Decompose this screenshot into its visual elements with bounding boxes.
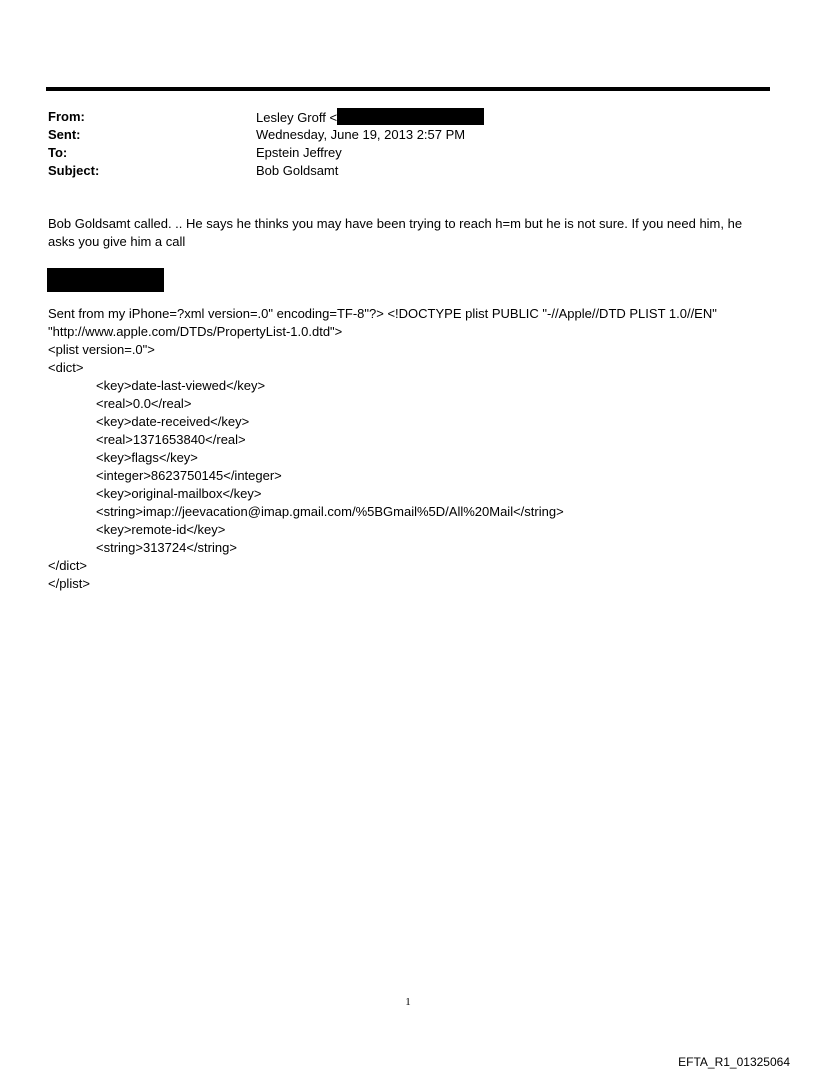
redaction-box [47,268,164,292]
plist-line: <integer>8623750145</integer> [96,468,282,483]
from-label: From: [48,109,85,124]
header-rule [46,87,770,91]
plist-line: <key>remote-id</key> [96,522,226,537]
plist-line: Sent from my iPhone=?xml version=.0" encoding=TF-8"?> <!DOCTYPE plist PUBLIC "-//Apple//DTD PLIST 1.0//EN" [48,306,717,321]
sent-row [48,126,748,144]
from-value [256,108,484,127]
plist-line: "http://www.apple.com/DTDs/PropertyList-1.0.dtd"> [48,324,343,339]
from-row [48,108,748,126]
plist-line: </plist> [48,576,90,591]
plist-line: <key>original-mailbox</key> [96,486,262,501]
plist-line: <real>0.0</real> [96,396,192,411]
email-header [48,108,748,180]
plist-line: <real>1371653840</real> [96,432,246,447]
to-label: To: [48,145,68,160]
subject-row [48,162,748,180]
plist-line: <key>date-received</key> [96,414,250,429]
plist-line: <plist version=.0"> [48,342,155,357]
email-body: Bob Goldsamt called. .. He says he thinks you may have been trying to reach h=m but he is not sure. If you need him, he asks you give him a call [48,216,743,249]
to-row [48,144,748,162]
plist-line: <string>313724</string> [96,540,237,555]
plist-line: <key>date-last-viewed</key> [96,378,266,393]
redaction-box [337,108,484,125]
subject-value: Bob Goldsamt [256,163,339,178]
plist-line: <string>imap://jeevacation@imap.gmail.com/%5BGmail%5D/All%20Mail</string> [96,504,564,519]
to-value: Epstein Jeffrey [256,145,342,160]
from-name: Lesley Groff < [256,110,338,125]
sent-value: Wednesday, June 19, 2013 2:57 PM [256,127,466,142]
plist-line: </dict> [48,558,88,573]
plist-block [48,305,770,593]
plist-line: <key>flags</key> [96,450,198,465]
document-id: EFTA_R1_01325064 [678,1055,790,1069]
plist-line: <dict> [48,360,84,375]
subject-label: Subject: [48,163,100,178]
page-number: 1 [405,996,411,1008]
sent-label: Sent: [48,127,81,142]
